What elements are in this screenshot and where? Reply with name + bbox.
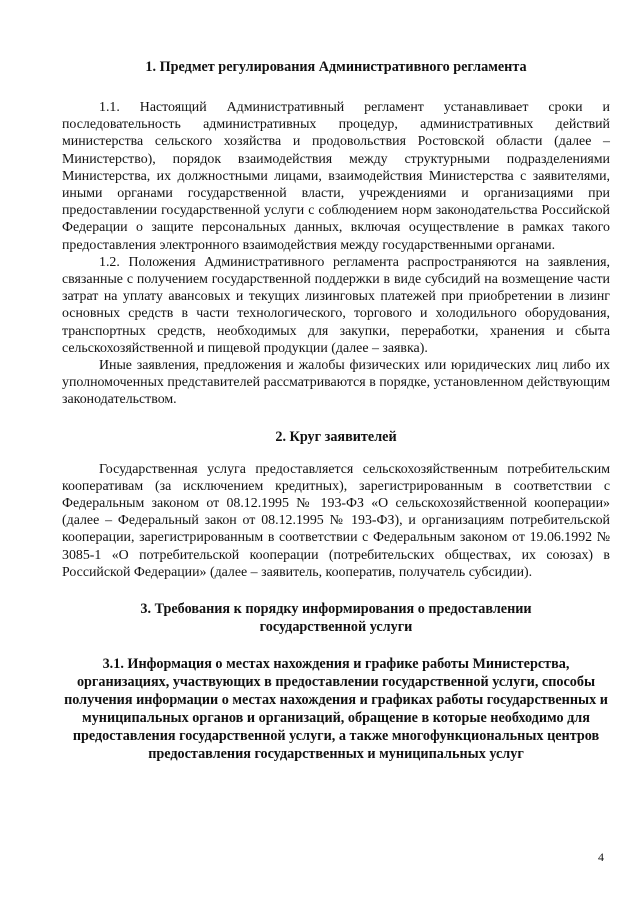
section-3-title	[62, 600, 610, 636]
paragraph-1-1: 1.1. Настоящий Административный регламент устанавливает сроки и последовательность административных процедур, административных действий министерства сельского хозяйства и продовольствия Ростовской области (далее – Министерство), порядок взаимодействия между структурными подразделениями Министерства, их должностными лицами, взаимодействия Министерства с заявителями, иными органами государственной власти, учреждениями и организациями при предоставлении государственной услуги с соблюдением норм законодательства Российской Федерации о защите персональных данных, включая осуществление в рамках такого предоставления электронного взаимодействия между государственными органами.	[62, 100, 610, 253]
section-2-title: 2. Круг заявителей	[275, 428, 397, 445]
paragraph-1-2: 1.2. Положения Административного регламента распространяются на заявления, связанные с получением государственной поддержки в виде субсидий на возмещение части затрат на уплату авансовых и текущих лизинговых платежей при приобретении в лизинг основных средств в части технологического, торгового и холодильного оборудования, транспортных средств, необходимых для закупки, переработки, хранения и сбыта сельскохозяйственной и пищевой продукции (далее – заявка).	[62, 254, 610, 356]
document-page	[62, 58, 610, 763]
section-3-title-line-2: государственной услуги	[259, 619, 413, 636]
page-number: 4	[598, 850, 604, 864]
section-3-title-line-1: 3. Требования к порядку информирования о предоставлении	[140, 601, 532, 618]
paragraph-2-1: Государственная услуга предоставляется сельскохозяйственным потребительским кооперативам (за исключением кредитных), зарегистрированным в соответствии с Федеральным законом от 08.12.1995 № 193-ФЗ «О сельскохозяйственной кооперации» (далее – Федеральный закон от 08.12.1995 № 193-ФЗ), и организациям потребительской кооперации, зарегистрированным в соответствии с Федеральным законом от 19.06.1992 № 3085-1 «О потребительской кооперации (потребительских обществах, их союзах) в Российской Федерации» (далее – заявитель, кооператив, получатель субсидии).	[62, 461, 610, 580]
subsection-3-1-title: 3.1. Информация о местах нахождения и графике работы Министерства, организациях, участвующих в предоставлении государственной услуги, способы получения информации о местах нахождения и графиках работы государственных и муниципальных органов и организаций, обращение в которые необходимо для предоставления государственной услуги, а также многофункциональных центров предоставления государственных и муниципальных услуг	[64, 656, 608, 763]
section-1-title: 1. Предмет регулирования Административного регламента	[145, 59, 527, 75]
paragraph-1-3: Иные заявления, предложения и жалобы физических или юридических лиц либо их уполномоченных представителей рассматриваются в порядке, установленном действующим законодательством.	[62, 358, 610, 408]
